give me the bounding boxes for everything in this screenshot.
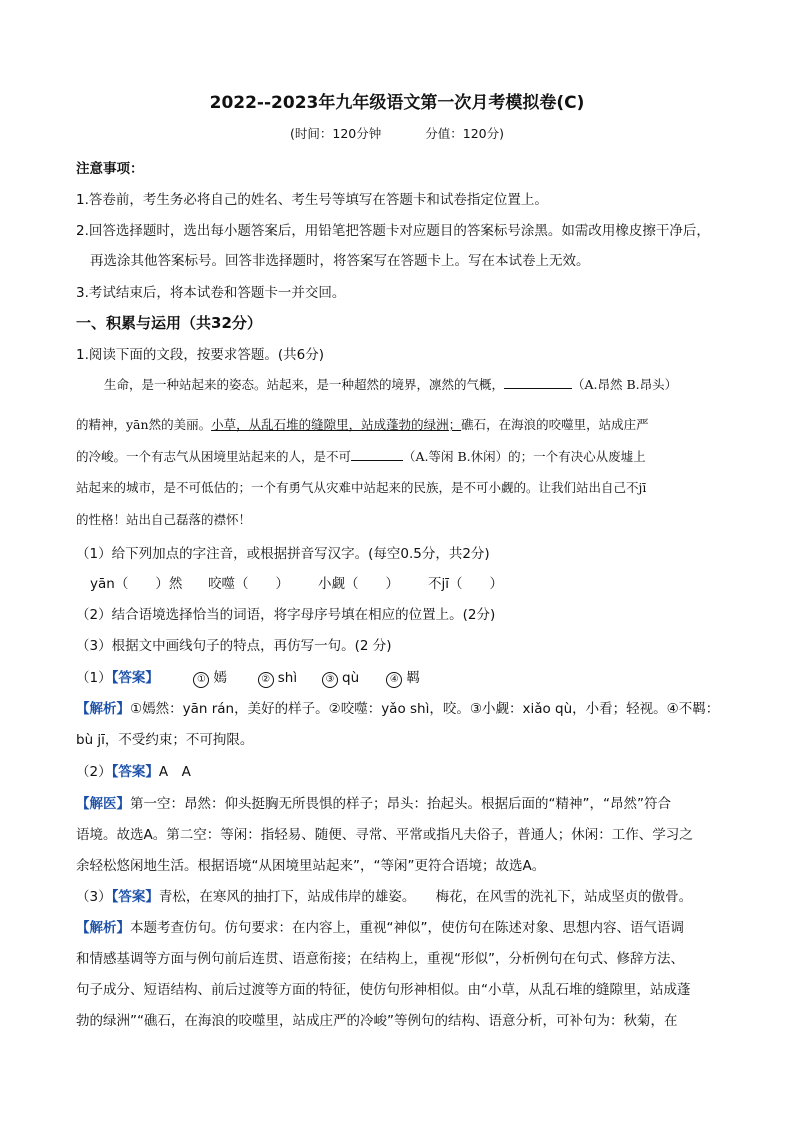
explanation-1a: 【解析】①嫣然：yān rán，美好的样子。②咬噬：yǎo shì，咬。③小觑：xiǎo qù，小看；轻视。④不羁： [76,701,720,717]
notice-item-1: 1.答卷前，考生务必将自己的姓名、考生号等填写在答题卡和试卷指定位置上。 [76,192,548,208]
explanation-3b: 和情感基调等方面与例句前后连贯、语意衔接；在结构上，重视“形似”，分析例句在句式、修辞方法、 [76,951,684,967]
explanation-2c: 余轻松悠闲地生活。根据语境“从困境里站起来”，“等闲”更符合语境；故选A。 [76,858,546,874]
explanation-2a: 【解医】第一空：昂然：仰头挺胸无所畏惧的样子；昂头：抬起头。根据后面的“精神”，“昂然”符合 [76,796,671,812]
time-limit: (时间：120分钟 [290,126,382,141]
answer-blank-1 [504,376,572,389]
explanation-3c: 句子成分、短语结构、前后过渡等方面的特征，使仿句形神相似。由“小草，从乱石堆的缝隙里，站成蓬 [76,982,691,998]
question-1-stem: 1.阅读下面的文段，按要求答题。(共6分) [76,347,325,363]
answer-1: （1）【答案】 ① 嫣 ② shì ③ qù ④ 羁 [76,670,420,686]
underlined-sentence: 小草，从乱石堆的缝隙里，站成蓬勃的绿洲； [211,417,462,432]
passage-line-4: 站起来的城市，是不可低估的；一个有勇气从灾难中站起来的民族，是不可小觑的。让我们站出自己不jī [76,480,647,495]
notice-item-2a: 2.回答选择题时，选出每小题答案后，用铅笔把答题卡对应题目的答案标号涂黑。如需改用橡皮擦干净后， [76,223,710,239]
total-score: 分值：120分) [425,126,504,141]
page-title: 2022--2023年九年级语文第一次月考模拟卷(C) [209,93,585,113]
explanation-1b: bù jī，不受约束；不可拘限。 [76,732,254,748]
notice-item-2b: 再选涂其他答案标号。回答非选择题时，将答案写在答题卡上。写在本试卷上无效。 [90,253,590,269]
section-heading: 一、积累与运用（共32分） [76,314,262,332]
passage-line-3: 的冷峻。一个有志气从困境里站起来的人，是不可 （A.等闲 B.休闲）的；一个有决心从废墟上 [76,449,646,464]
passage-line-2: 的精神，yān然的美丽。小草，从乱石堆的缝隙里，站成蓬勃的绿洲；礁石，在海浪的咬噬里，站成庄严 [76,417,649,432]
answer-blank-2 [351,448,403,461]
explanation-3a: 【解析】本题考查仿句。仿句要求：在内容上，重视“神似”，使仿句在陈述对象、思想内容、语气语调 [76,920,684,936]
subquestion-1-blanks: yān（ ）然 咬噬（ ） 小觑（ ） 不jī（ ） [90,576,504,592]
answer-3: （3）【答案】青松，在寒风的抽打下，站成伟岸的雄姿。 梅花，在风雪的洗礼下，站成坚贞的傲骨。 [76,889,693,905]
subquestion-1: （1）给下列加点的字注音，或根据拼音写汉字。(每空0.5分，共2分) [76,546,490,562]
notice-item-3: 3.考试结束后，将本试卷和答题卡一并交回。 [76,285,346,301]
passage-line-1: 生命，是一种站起来的姿态。站起来，是一种超然的境界，凛然的气概， （A.昂然 B.昂头） [104,377,678,392]
subquestion-3: （3）根据文中画线句子的特点，再仿写一句。(2 分) [76,638,392,654]
answer-2: （2）【答案】A A [76,764,191,780]
explanation-3d: 勃的绿洲”“礁石，在海浪的咬噬里，站成庄严的冷峻”等例句的结构、语意分析，可补句为：秋菊，在 [76,1013,678,1029]
explanation-2b: 语境。故选A。第二空：等闲：指轻易、随便、寻常、平常或指凡夫俗子，普通人；休闲：工作、学习之 [76,827,693,843]
passage-line-5: 的性格！站出自己磊落的襟怀！ [76,512,252,527]
notice-heading: 注意事项： [76,161,144,177]
subquestion-2: （2）结合语境选择恰当的词语，将字母序号填在相应的位置上。(2分) [76,607,496,623]
exam-info [0,124,794,142]
